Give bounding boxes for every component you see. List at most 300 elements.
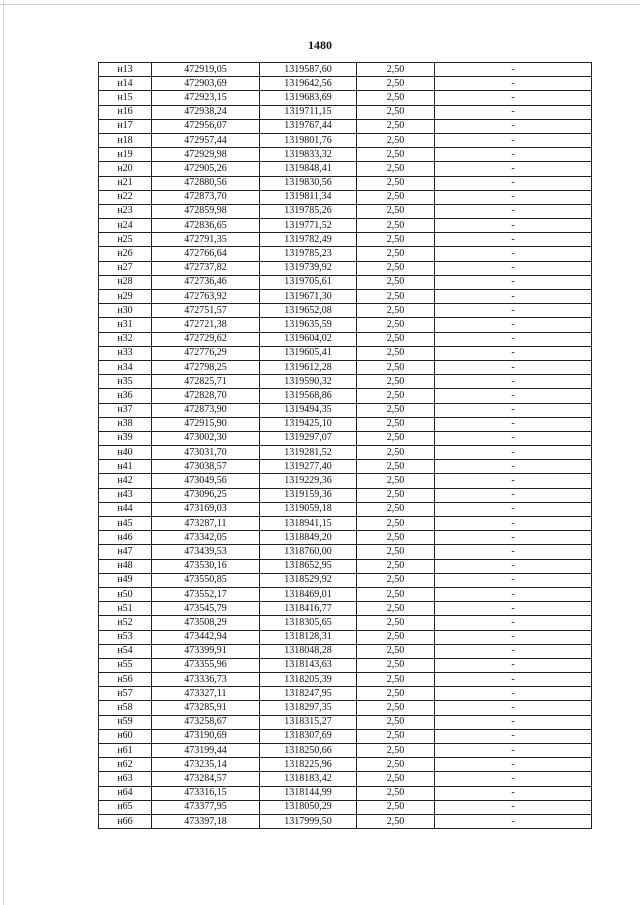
point-id-cell: н46 — [99, 531, 152, 545]
point-id-cell: н49 — [99, 573, 152, 587]
description-cell: - — [435, 573, 592, 587]
point-id-cell: н29 — [99, 290, 152, 304]
point-id-cell: н48 — [99, 559, 152, 573]
description-cell: - — [435, 502, 592, 516]
y-coordinate-cell: 1318760,00 — [260, 545, 357, 559]
table-row — [99, 119, 592, 133]
table-row — [99, 687, 592, 701]
description-cell: - — [435, 474, 592, 488]
description-cell: - — [435, 644, 592, 658]
x-coordinate-cell: 473550,85 — [152, 573, 260, 587]
point-id-cell: н35 — [99, 375, 152, 389]
point-id-cell: н64 — [99, 786, 152, 800]
point-id-cell: н37 — [99, 403, 152, 417]
y-coordinate-cell: 1319642,56 — [260, 77, 357, 91]
table-row — [99, 517, 592, 531]
y-coordinate-cell: 1318050,29 — [260, 800, 357, 814]
point-id-cell: н63 — [99, 772, 152, 786]
accuracy-cell: 2,50 — [357, 417, 435, 431]
table-row — [99, 417, 592, 431]
table-row — [99, 91, 592, 105]
description-cell: - — [435, 162, 592, 176]
table-row — [99, 204, 592, 218]
table-row — [99, 630, 592, 644]
point-id-cell: н33 — [99, 346, 152, 360]
y-coordinate-cell: 1319277,40 — [260, 460, 357, 474]
accuracy-cell: 2,50 — [357, 431, 435, 445]
y-coordinate-cell: 1318469,01 — [260, 587, 357, 601]
x-coordinate-cell: 472791,35 — [152, 233, 260, 247]
y-coordinate-cell: 1319590,32 — [260, 375, 357, 389]
table-row — [99, 219, 592, 233]
table-row — [99, 673, 592, 687]
table-row — [99, 304, 592, 318]
description-cell: - — [435, 204, 592, 218]
point-id-cell: н44 — [99, 502, 152, 516]
accuracy-cell: 2,50 — [357, 545, 435, 559]
x-coordinate-cell: 472880,56 — [152, 176, 260, 190]
point-id-cell: н55 — [99, 658, 152, 672]
x-coordinate-cell: 472957,44 — [152, 133, 260, 147]
point-id-cell: н56 — [99, 673, 152, 687]
point-id-cell: н42 — [99, 474, 152, 488]
x-coordinate-cell: 473258,67 — [152, 715, 260, 729]
accuracy-cell: 2,50 — [357, 687, 435, 701]
x-coordinate-cell: 472737,82 — [152, 261, 260, 275]
accuracy-cell: 2,50 — [357, 346, 435, 360]
y-coordinate-cell: 1317999,50 — [260, 814, 357, 828]
y-coordinate-cell: 1319494,35 — [260, 403, 357, 417]
accuracy-cell: 2,50 — [357, 502, 435, 516]
point-id-cell: н34 — [99, 360, 152, 374]
table-row — [99, 77, 592, 91]
x-coordinate-cell: 473199,44 — [152, 744, 260, 758]
point-id-cell: н31 — [99, 318, 152, 332]
x-coordinate-cell: 472828,70 — [152, 389, 260, 403]
accuracy-cell: 2,50 — [357, 247, 435, 261]
x-coordinate-cell: 473397,18 — [152, 814, 260, 828]
table-row — [99, 261, 592, 275]
x-coordinate-cell: 472905,26 — [152, 162, 260, 176]
table-row — [99, 105, 592, 119]
table-row — [99, 701, 592, 715]
y-coordinate-cell: 1319711,15 — [260, 105, 357, 119]
y-coordinate-cell: 1319587,60 — [260, 63, 357, 77]
table-row — [99, 772, 592, 786]
x-coordinate-cell: 473442,94 — [152, 630, 260, 644]
x-coordinate-cell: 472859,98 — [152, 204, 260, 218]
table-row — [99, 573, 592, 587]
table-row — [99, 559, 592, 573]
table-row — [99, 360, 592, 374]
point-id-cell: н45 — [99, 517, 152, 531]
y-coordinate-cell: 1319830,56 — [260, 176, 357, 190]
y-coordinate-cell: 1318529,92 — [260, 573, 357, 587]
accuracy-cell: 2,50 — [357, 77, 435, 91]
table-row — [99, 644, 592, 658]
point-id-cell: н39 — [99, 431, 152, 445]
accuracy-cell: 2,50 — [357, 275, 435, 289]
y-coordinate-cell: 1319604,02 — [260, 332, 357, 346]
point-id-cell: н16 — [99, 105, 152, 119]
y-coordinate-cell: 1319811,34 — [260, 190, 357, 204]
accuracy-cell: 2,50 — [357, 715, 435, 729]
x-coordinate-cell: 473327,11 — [152, 687, 260, 701]
y-coordinate-cell: 1318128,31 — [260, 630, 357, 644]
x-coordinate-cell: 472938,24 — [152, 105, 260, 119]
accuracy-cell: 2,50 — [357, 261, 435, 275]
point-id-cell: н13 — [99, 63, 152, 77]
y-coordinate-cell: 1318305,65 — [260, 616, 357, 630]
x-coordinate-cell: 473049,56 — [152, 474, 260, 488]
point-id-cell: н21 — [99, 176, 152, 190]
y-coordinate-cell: 1319848,41 — [260, 162, 357, 176]
point-id-cell: н22 — [99, 190, 152, 204]
table-row — [99, 148, 592, 162]
table-row — [99, 275, 592, 289]
point-id-cell: н24 — [99, 219, 152, 233]
table-row — [99, 602, 592, 616]
x-coordinate-cell: 473552,17 — [152, 587, 260, 601]
point-id-cell: н62 — [99, 758, 152, 772]
y-coordinate-cell: 1318048,28 — [260, 644, 357, 658]
accuracy-cell: 2,50 — [357, 318, 435, 332]
x-coordinate-cell: 472721,38 — [152, 318, 260, 332]
accuracy-cell: 2,50 — [357, 587, 435, 601]
description-cell: - — [435, 800, 592, 814]
x-coordinate-cell: 472736,46 — [152, 275, 260, 289]
x-coordinate-cell: 472956,07 — [152, 119, 260, 133]
x-coordinate-cell: 472751,57 — [152, 304, 260, 318]
description-cell: - — [435, 417, 592, 431]
x-coordinate-cell: 473284,57 — [152, 772, 260, 786]
description-cell: - — [435, 786, 592, 800]
description-cell: - — [435, 602, 592, 616]
x-coordinate-cell: 473336,73 — [152, 673, 260, 687]
description-cell: - — [435, 105, 592, 119]
description-cell: - — [435, 814, 592, 828]
point-id-cell: н32 — [99, 332, 152, 346]
accuracy-cell: 2,50 — [357, 290, 435, 304]
y-coordinate-cell: 1319771,52 — [260, 219, 357, 233]
table-row — [99, 233, 592, 247]
table-row — [99, 474, 592, 488]
x-coordinate-cell: 473316,15 — [152, 786, 260, 800]
point-id-cell: н25 — [99, 233, 152, 247]
description-cell: - — [435, 233, 592, 247]
y-coordinate-cell: 1319782,49 — [260, 233, 357, 247]
table-row — [99, 729, 592, 743]
description-cell: - — [435, 91, 592, 105]
accuracy-cell: 2,50 — [357, 786, 435, 800]
accuracy-cell: 2,50 — [357, 744, 435, 758]
accuracy-cell: 2,50 — [357, 91, 435, 105]
point-id-cell: н50 — [99, 587, 152, 601]
x-coordinate-cell: 473377,95 — [152, 800, 260, 814]
table-row — [99, 318, 592, 332]
point-id-cell: н14 — [99, 77, 152, 91]
accuracy-cell: 2,50 — [357, 573, 435, 587]
accuracy-cell: 2,50 — [357, 233, 435, 247]
x-coordinate-cell: 473342,05 — [152, 531, 260, 545]
description-cell: - — [435, 133, 592, 147]
y-coordinate-cell: 1319635,59 — [260, 318, 357, 332]
y-coordinate-cell: 1318183,42 — [260, 772, 357, 786]
description-cell: - — [435, 190, 592, 204]
x-coordinate-cell: 472825,71 — [152, 375, 260, 389]
point-id-cell: н43 — [99, 488, 152, 502]
table-row — [99, 176, 592, 190]
point-id-cell: н27 — [99, 261, 152, 275]
accuracy-cell: 2,50 — [357, 673, 435, 687]
x-coordinate-cell: 472836,65 — [152, 219, 260, 233]
accuracy-cell: 2,50 — [357, 119, 435, 133]
coordinates-table-body — [99, 63, 592, 829]
accuracy-cell: 2,50 — [357, 63, 435, 77]
x-coordinate-cell: 472919,05 — [152, 63, 260, 77]
table-row — [99, 545, 592, 559]
description-cell: - — [435, 318, 592, 332]
description-cell: - — [435, 346, 592, 360]
accuracy-cell: 2,50 — [357, 658, 435, 672]
description-cell: - — [435, 729, 592, 743]
point-id-cell: н40 — [99, 446, 152, 460]
point-id-cell: н19 — [99, 148, 152, 162]
y-coordinate-cell: 1318297,35 — [260, 701, 357, 715]
description-cell: - — [435, 360, 592, 374]
point-id-cell: н18 — [99, 133, 152, 147]
y-coordinate-cell: 1318849,20 — [260, 531, 357, 545]
point-id-cell: н38 — [99, 417, 152, 431]
accuracy-cell: 2,50 — [357, 814, 435, 828]
y-coordinate-cell: 1318225,96 — [260, 758, 357, 772]
description-cell: - — [435, 616, 592, 630]
table-row — [99, 403, 592, 417]
table-row — [99, 190, 592, 204]
description-cell: - — [435, 517, 592, 531]
table-row — [99, 488, 592, 502]
point-id-cell: н17 — [99, 119, 152, 133]
accuracy-cell: 2,50 — [357, 602, 435, 616]
x-coordinate-cell: 472776,29 — [152, 346, 260, 360]
x-coordinate-cell: 473508,29 — [152, 616, 260, 630]
y-coordinate-cell: 1319671,30 — [260, 290, 357, 304]
point-id-cell: н26 — [99, 247, 152, 261]
y-coordinate-cell: 1319281,52 — [260, 446, 357, 460]
description-cell: - — [435, 403, 592, 417]
y-coordinate-cell: 1318247,95 — [260, 687, 357, 701]
point-id-cell: н65 — [99, 800, 152, 814]
point-id-cell: н51 — [99, 602, 152, 616]
x-coordinate-cell: 473190,69 — [152, 729, 260, 743]
y-coordinate-cell: 1319612,28 — [260, 360, 357, 374]
accuracy-cell: 2,50 — [357, 800, 435, 814]
point-id-cell: н58 — [99, 701, 152, 715]
table-row — [99, 346, 592, 360]
description-cell: - — [435, 715, 592, 729]
y-coordinate-cell: 1319297,07 — [260, 431, 357, 445]
point-id-cell: н15 — [99, 91, 152, 105]
point-id-cell: н41 — [99, 460, 152, 474]
description-cell: - — [435, 176, 592, 190]
scan-edge-left — [3, 0, 4, 905]
y-coordinate-cell: 1318250,66 — [260, 744, 357, 758]
x-coordinate-cell: 473002,30 — [152, 431, 260, 445]
accuracy-cell: 2,50 — [357, 517, 435, 531]
y-coordinate-cell: 1319801,76 — [260, 133, 357, 147]
table-row — [99, 502, 592, 516]
description-cell: - — [435, 658, 592, 672]
point-id-cell: н61 — [99, 744, 152, 758]
x-coordinate-cell: 472763,92 — [152, 290, 260, 304]
x-coordinate-cell: 473096,25 — [152, 488, 260, 502]
y-coordinate-cell: 1318416,77 — [260, 602, 357, 616]
point-id-cell: н59 — [99, 715, 152, 729]
y-coordinate-cell: 1318144,99 — [260, 786, 357, 800]
point-id-cell: н66 — [99, 814, 152, 828]
table-row — [99, 786, 592, 800]
table-row — [99, 375, 592, 389]
accuracy-cell: 2,50 — [357, 701, 435, 715]
table-row — [99, 800, 592, 814]
description-cell: - — [435, 531, 592, 545]
accuracy-cell: 2,50 — [357, 219, 435, 233]
description-cell: - — [435, 630, 592, 644]
table-row — [99, 460, 592, 474]
y-coordinate-cell: 1318143,63 — [260, 658, 357, 672]
y-coordinate-cell: 1319767,44 — [260, 119, 357, 133]
accuracy-cell: 2,50 — [357, 616, 435, 630]
x-coordinate-cell: 473038,57 — [152, 460, 260, 474]
table-row — [99, 744, 592, 758]
description-cell: - — [435, 545, 592, 559]
table-row — [99, 133, 592, 147]
description-cell: - — [435, 77, 592, 91]
y-coordinate-cell: 1319059,18 — [260, 502, 357, 516]
description-cell: - — [435, 758, 592, 772]
accuracy-cell: 2,50 — [357, 729, 435, 743]
point-id-cell: н53 — [99, 630, 152, 644]
description-cell: - — [435, 219, 592, 233]
table-row — [99, 247, 592, 261]
accuracy-cell: 2,50 — [357, 375, 435, 389]
y-coordinate-cell: 1319159,36 — [260, 488, 357, 502]
y-coordinate-cell: 1319605,41 — [260, 346, 357, 360]
accuracy-cell: 2,50 — [357, 389, 435, 403]
x-coordinate-cell: 473439,53 — [152, 545, 260, 559]
description-cell: - — [435, 375, 592, 389]
accuracy-cell: 2,50 — [357, 758, 435, 772]
x-coordinate-cell: 472766,64 — [152, 247, 260, 261]
description-cell: - — [435, 744, 592, 758]
point-id-cell: н30 — [99, 304, 152, 318]
description-cell: - — [435, 290, 592, 304]
description-cell: - — [435, 587, 592, 601]
y-coordinate-cell: 1319652,08 — [260, 304, 357, 318]
accuracy-cell: 2,50 — [357, 474, 435, 488]
accuracy-cell: 2,50 — [357, 559, 435, 573]
x-coordinate-cell: 472798,25 — [152, 360, 260, 374]
x-coordinate-cell: 472903,69 — [152, 77, 260, 91]
accuracy-cell: 2,50 — [357, 644, 435, 658]
table-row — [99, 531, 592, 545]
table-row — [99, 332, 592, 346]
page-number: 1480 — [308, 38, 332, 52]
y-coordinate-cell: 1318652,95 — [260, 559, 357, 573]
x-coordinate-cell: 472873,70 — [152, 190, 260, 204]
x-coordinate-cell: 473545,79 — [152, 602, 260, 616]
accuracy-cell: 2,50 — [357, 304, 435, 318]
table-row — [99, 389, 592, 403]
x-coordinate-cell: 472929,98 — [152, 148, 260, 162]
description-cell: - — [435, 63, 592, 77]
y-coordinate-cell: 1319705,61 — [260, 275, 357, 289]
table-row — [99, 758, 592, 772]
x-coordinate-cell: 473287,11 — [152, 517, 260, 531]
accuracy-cell: 2,50 — [357, 488, 435, 502]
x-coordinate-cell: 473285,91 — [152, 701, 260, 715]
description-cell: - — [435, 148, 592, 162]
table-row — [99, 290, 592, 304]
description-cell: - — [435, 332, 592, 346]
table-row — [99, 814, 592, 828]
point-id-cell: н57 — [99, 687, 152, 701]
accuracy-cell: 2,50 — [357, 176, 435, 190]
point-id-cell: н60 — [99, 729, 152, 743]
accuracy-cell: 2,50 — [357, 148, 435, 162]
accuracy-cell: 2,50 — [357, 162, 435, 176]
x-coordinate-cell: 472873,90 — [152, 403, 260, 417]
x-coordinate-cell: 472729,62 — [152, 332, 260, 346]
point-id-cell: н23 — [99, 204, 152, 218]
description-cell: - — [435, 460, 592, 474]
x-coordinate-cell: 473355,96 — [152, 658, 260, 672]
description-cell: - — [435, 701, 592, 715]
x-coordinate-cell: 473031,70 — [152, 446, 260, 460]
description-cell: - — [435, 559, 592, 573]
description-cell: - — [435, 772, 592, 786]
accuracy-cell: 2,50 — [357, 190, 435, 204]
table-row — [99, 658, 592, 672]
point-id-cell: н28 — [99, 275, 152, 289]
x-coordinate-cell: 472915,90 — [152, 417, 260, 431]
x-coordinate-cell: 473399,91 — [152, 644, 260, 658]
accuracy-cell: 2,50 — [357, 204, 435, 218]
description-cell: - — [435, 389, 592, 403]
table-row — [99, 63, 592, 77]
accuracy-cell: 2,50 — [357, 105, 435, 119]
y-coordinate-cell: 1319833,32 — [260, 148, 357, 162]
accuracy-cell: 2,50 — [357, 772, 435, 786]
table-row — [99, 431, 592, 445]
description-cell: - — [435, 261, 592, 275]
accuracy-cell: 2,50 — [357, 403, 435, 417]
y-coordinate-cell: 1319785,26 — [260, 204, 357, 218]
accuracy-cell: 2,50 — [357, 133, 435, 147]
table-row — [99, 446, 592, 460]
point-id-cell: н52 — [99, 616, 152, 630]
table-row — [99, 715, 592, 729]
accuracy-cell: 2,50 — [357, 630, 435, 644]
y-coordinate-cell: 1318315,27 — [260, 715, 357, 729]
scan-edge-top — [0, 4, 640, 5]
accuracy-cell: 2,50 — [357, 446, 435, 460]
accuracy-cell: 2,50 — [357, 460, 435, 474]
y-coordinate-cell: 1319683,69 — [260, 91, 357, 105]
y-coordinate-cell: 1319785,23 — [260, 247, 357, 261]
table-row — [99, 162, 592, 176]
description-cell: - — [435, 446, 592, 460]
